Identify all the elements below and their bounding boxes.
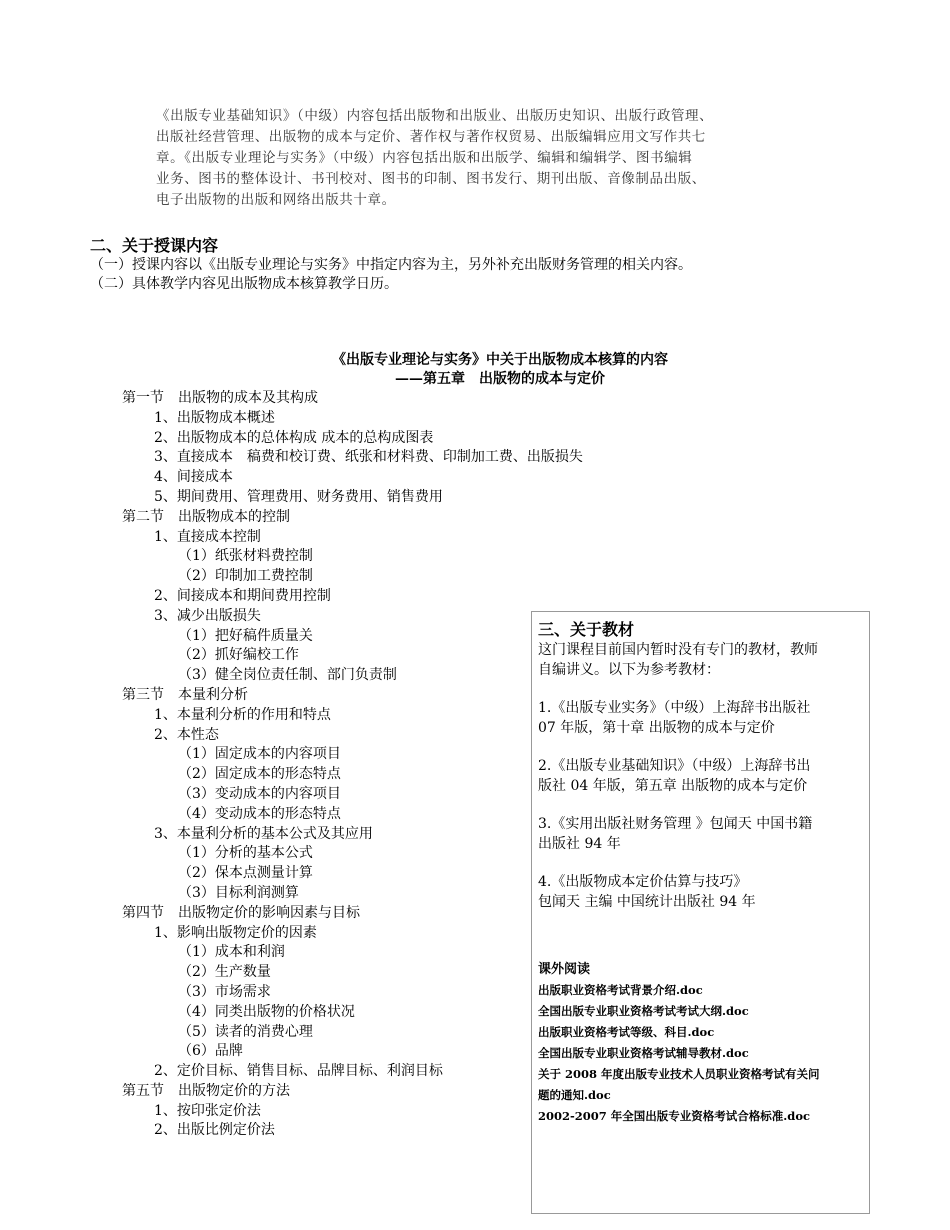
outline-subitem: （1）纸张材料费控制 (178, 548, 313, 565)
outline-subitem: （1）固定成本的内容项目 (178, 746, 341, 763)
reference-item: 07 年版，第十章 出版物的成本与定价 (538, 720, 775, 736)
outline-section: 第四节 出版物定价的影响因素与目标 (122, 904, 360, 921)
outline-subitem: （1）分析的基本公式 (178, 845, 313, 862)
outline-subitem: （4）变动成本的形态特点 (178, 805, 341, 822)
reference-item: 1.《出版专业实务》（中级）上海辞书出版社 (538, 700, 811, 716)
outline-subitem: （3）目标利润测算 (178, 884, 299, 901)
section-item: （一）授课内容以《出版专业理论与实务》中指定内容为主，另外补充出版财务管理的相关内容。 (90, 257, 692, 273)
reading-link[interactable]: 题的通知.doc (538, 1088, 611, 1102)
outline-item: 1、直接成本控制 (154, 528, 261, 545)
outline-item: 1、按印张定价法 (154, 1102, 261, 1119)
outline-item: 2、间接成本和期间费用控制 (154, 587, 331, 604)
outline-item: 1、本量利分析的作用和特点 (154, 706, 331, 723)
outline-item: 3、本量利分析的基本公式及其应用 (154, 825, 373, 842)
outline-title: 《出版专业理论与实务》中关于出版物成本核算的内容 (332, 352, 668, 368)
outline-item: 2、定价目标、销售目标、品牌目标、利润目标 (154, 1063, 443, 1080)
outline-subitem: （2）生产数量 (178, 964, 271, 981)
outline-subitem: （2）印制加工费控制 (178, 568, 313, 585)
outline-item: 2、出版比例定价法 (154, 1122, 275, 1139)
outline-subtitle: ——第五章 出版物的成本与定价 (395, 371, 605, 387)
outline-subitem: （4）同类出版物的价格状况 (178, 1003, 355, 1020)
reference-item: 3.《实用出版社财务管理 》包闻天 中国书籍 (538, 816, 813, 832)
outline-subitem: （3）市场需求 (178, 983, 271, 1000)
intro-line: 章。《出版专业理论与实务》（中级）内容包括出版和出版学、编辑和编辑学、图书编辑 (156, 150, 693, 166)
outline-subitem: （3）健全岗位责任制、部门负责制 (178, 667, 397, 684)
reference-item: 包闻天 主编 中国统计出版社 94 年 (538, 894, 756, 910)
outline-item: 2、本性态 (154, 726, 219, 743)
outline-item: 3、减少出版损失 (154, 607, 261, 624)
textbook-box (531, 611, 870, 1214)
reference-item: 2.《出版专业基础知识》（中级）上海辞书出 (538, 758, 811, 774)
intro-paragraph (156, 106, 806, 211)
textbook-heading: 三、关于教材 (538, 620, 635, 639)
outline-subitem: （1）把好稿件质量关 (178, 627, 313, 644)
reading-link[interactable]: 出版职业资格考试背景介绍.doc (538, 983, 703, 997)
textbook-intro-line: 自编讲义。以下为参考教材： (538, 662, 720, 678)
outline-subitem: （2）抓好编校工作 (178, 647, 299, 664)
intro-line: 《出版专业基础知识》（中级）内容包括出版物和出版业、出版历史知识、出版行政管理、 (156, 108, 714, 124)
outline-subitem: （1）成本和利润 (178, 944, 285, 961)
outline-section: 第五节 出版物定价的方法 (122, 1082, 290, 1099)
reading-link[interactable]: 关于 2008 年度出版专业技术人员职业资格考试有关问 (538, 1067, 820, 1081)
reading-link[interactable]: 出版职业资格考试等级、科目.doc (538, 1025, 715, 1039)
intro-line: 出版社经营管理、出版物的成本与定价、著作权与著作权贸易、出版编辑应用文写作共七 (156, 129, 706, 145)
outline-section: 第二节 出版物成本的控制 (122, 508, 290, 525)
reading-link[interactable]: 全国出版专业职业资格考试辅导教材.doc (538, 1046, 749, 1060)
outline-item: 1、影响出版物定价的因素 (154, 924, 317, 941)
outline-subitem: （2）保本点测量计算 (178, 865, 313, 882)
outline-item: 3、直接成本 稿费和校订费、纸张和材料费、印制加工费、出版损失 (154, 449, 583, 466)
intro-line: 电子出版物的出版和网络出版共十章。 (156, 192, 396, 208)
reading-heading: 课外阅读 (538, 962, 591, 977)
section-teaching-content (90, 236, 850, 294)
reference-item: 版社 04 年版，第五章 出版物的成本与定价 (538, 778, 808, 794)
reading-link[interactable]: 2002-2007 年全国出版专业资格考试合格标准.doc (538, 1109, 811, 1123)
textbook-intro-line: 这门课程目前国内暂时没有专门的教材，教师 (538, 642, 818, 658)
reference-item: 4.《出版物成本定价估算与技巧》 (538, 874, 748, 890)
intro-line: 业务、图书的整体设计、书刊校对、图书的印制、图书发行、期刊出版、音像制品出版、 (156, 171, 706, 187)
reference-item: 出版社 94 年 (538, 836, 621, 852)
outline-item: 1、出版物成本概述 (154, 409, 275, 426)
outline-item: 5、期间费用、管理费用、财务费用、销售费用 (154, 488, 443, 505)
outline-subitem: （6）品牌 (178, 1043, 243, 1060)
outline-section: 第一节 出版物的成本及其构成 (122, 390, 318, 406)
reading-link[interactable]: 全国出版专业职业资格考试考试大纲.doc (538, 1004, 749, 1018)
outline-item: 4、间接成本 (154, 469, 233, 486)
outline-subitem: （3）变动成本的内容项目 (178, 785, 341, 802)
section-item: （二）具体教学内容见出版物成本核算教学日历。 (90, 276, 398, 292)
section-heading: 二、关于授课内容 (90, 236, 219, 255)
outline-subitem: （5）读者的消费心理 (178, 1023, 313, 1040)
outline-subitem: （2）固定成本的形态特点 (178, 766, 341, 783)
outline-item: 2、出版物成本的总体构成 成本的总构成图表 (154, 429, 434, 446)
outline-section: 第三节 本量利分析 (122, 686, 248, 703)
